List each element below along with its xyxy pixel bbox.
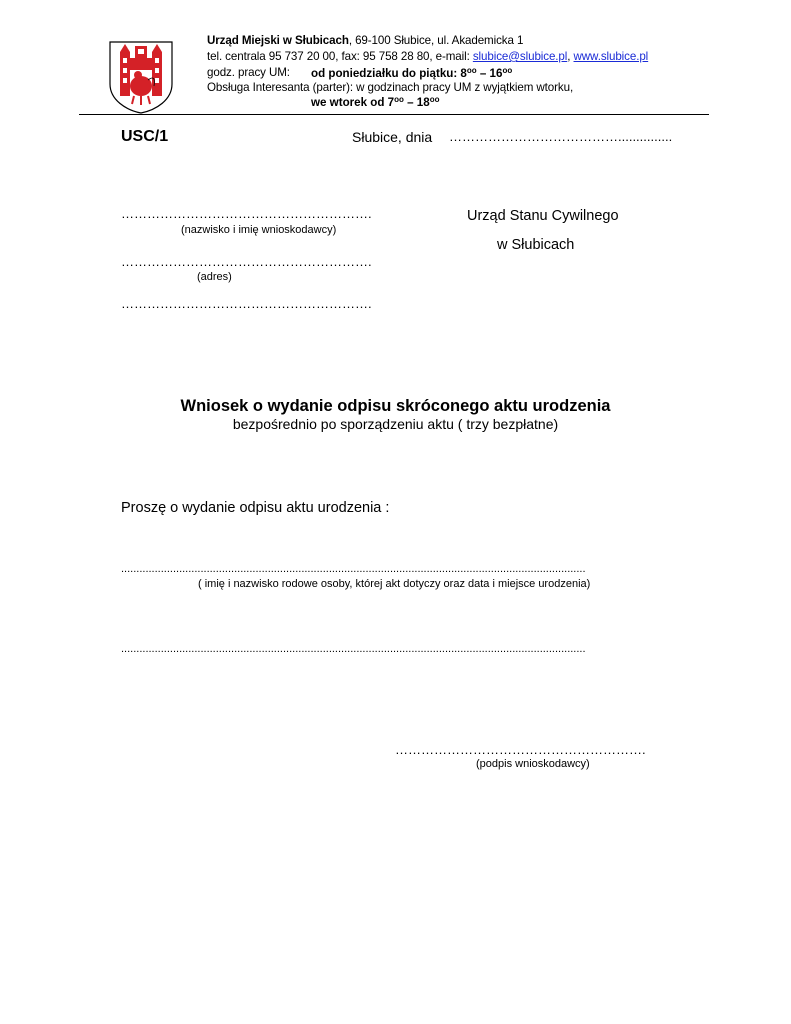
form-title: Wniosek o wydanie odpisu skróconego aktu urodzenia bbox=[180, 397, 611, 415]
email-link[interactable]: slubice@slubice.pl bbox=[472, 50, 568, 63]
hours-value-prefix: od poniedziałku do piątku: 8 bbox=[311, 67, 467, 80]
tuesday-sup-2: oo bbox=[429, 95, 440, 104]
applicant-address-field-2[interactable]: …………………………………………………. bbox=[121, 296, 372, 311]
extra-details-field[interactable]: ........................................................................................................................................................ bbox=[121, 643, 586, 655]
applicant-address-field-1[interactable]: …………………………………………………. bbox=[121, 254, 372, 269]
applicant-name-caption: (nazwisko i imię wnioskodawcy) bbox=[181, 224, 337, 236]
hours-sup-2: oo bbox=[502, 66, 513, 75]
header-office-line bbox=[207, 34, 523, 47]
form-code: USC/1 bbox=[121, 128, 169, 145]
place-date-field[interactable]: …………………………………............... bbox=[449, 129, 673, 144]
tuesday-hours bbox=[311, 95, 439, 109]
recipient-line-2: w Słubicach bbox=[497, 237, 575, 253]
link-separator: , bbox=[567, 50, 574, 63]
tuesday-prefix: we wtorek od 7 bbox=[311, 96, 395, 109]
hours-dash: – 16 bbox=[476, 67, 503, 80]
request-text: Proszę o wydanie odpisu aktu urodzenia : bbox=[121, 500, 390, 516]
office-name: Urząd Miejski w Słubicach bbox=[207, 34, 349, 47]
signature-field[interactable]: …………………………………………………. bbox=[395, 742, 646, 757]
tuesday-sup-1: oo bbox=[394, 95, 404, 104]
applicant-name-field[interactable]: …………………………………………………. bbox=[121, 206, 372, 221]
place-date-label: Słubice, dnia bbox=[352, 129, 433, 145]
person-details-caption: ( imię i nazwisko rodowe osoby, której akt dotyczy oraz data i miejsce urodzenia) bbox=[198, 578, 591, 590]
service-line: Obsługa Interesanta (parter): w godzinach pracy UM z wyjątkiem wtorku, bbox=[207, 81, 574, 94]
office-address: , 69-100 Słubice, ul. Akademicka 1 bbox=[348, 34, 524, 47]
coat-of-arms-logo bbox=[108, 40, 174, 114]
header-hours-line bbox=[207, 66, 290, 79]
phone-fax-text: tel. centrala 95 737 20 00, fax: 95 758 28 80, e-mail: bbox=[207, 50, 473, 63]
form-subtitle: bezpośrednio po sporządzeniu aktu ( trzy bezpłatne) bbox=[232, 416, 559, 432]
hours-label: godz. pracy UM: bbox=[207, 66, 290, 79]
hours-value bbox=[311, 66, 512, 80]
hours-sup-1: oo bbox=[466, 66, 477, 75]
applicant-address-caption: (adres) bbox=[197, 271, 232, 283]
header-divider bbox=[79, 114, 709, 115]
website-link[interactable]: www.slubice.pl bbox=[573, 50, 649, 63]
signature-caption: (podpis wnioskodawcy) bbox=[476, 758, 590, 770]
person-details-field[interactable]: ........................................................................................................................................................ bbox=[121, 563, 586, 575]
recipient-line-1: Urząd Stanu Cywilnego bbox=[467, 208, 619, 224]
header-contact-line bbox=[207, 50, 648, 63]
tuesday-dash: – 18 bbox=[403, 96, 430, 109]
